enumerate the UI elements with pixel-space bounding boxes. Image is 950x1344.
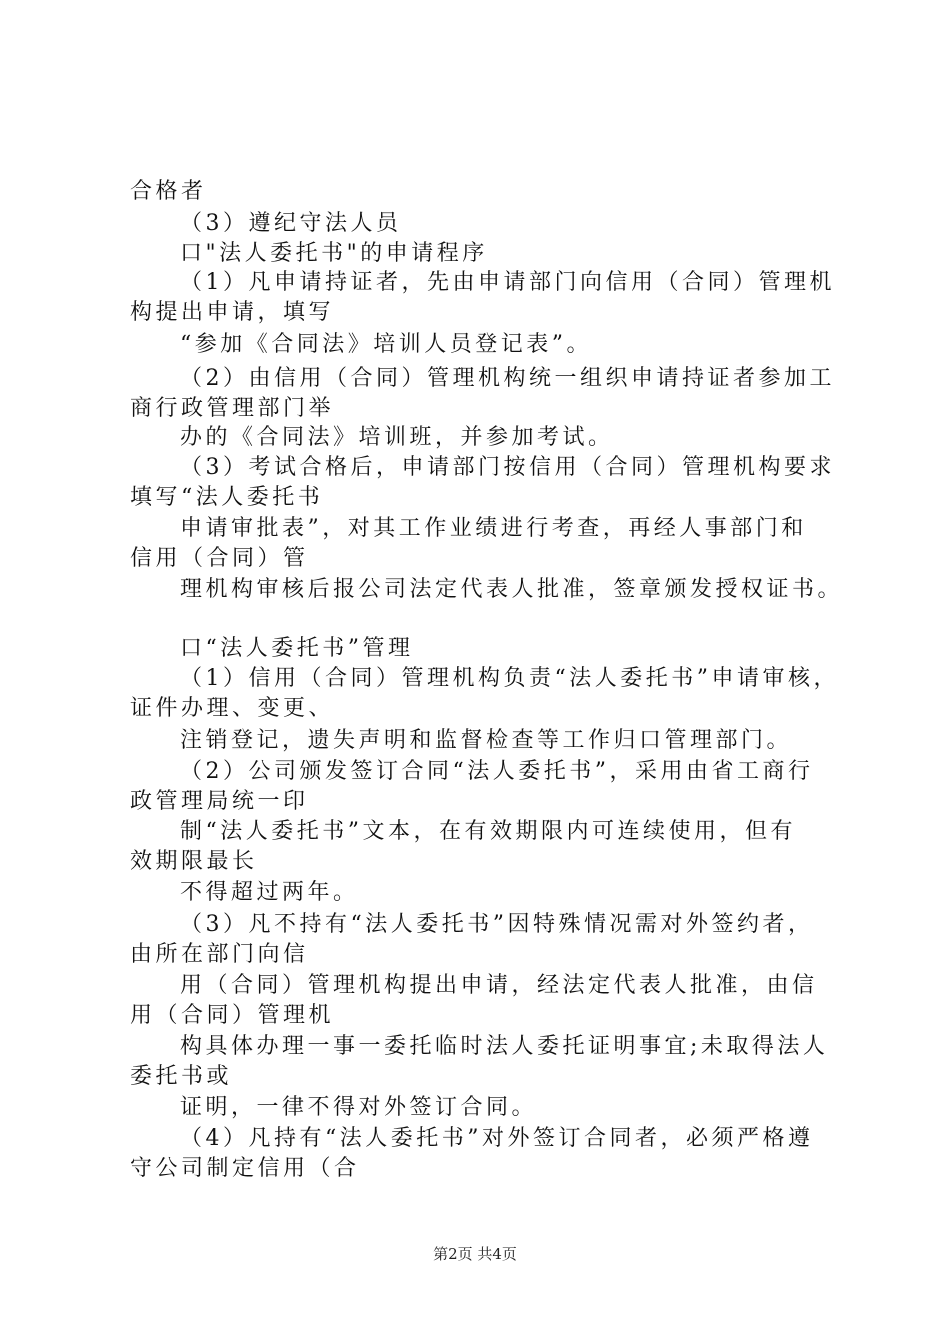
text-line: （1）凡申请持证者，先由申请部门向信用（合同）管理机: [180, 270, 835, 295]
section-heading: 口"法人委托书"的申请程序: [180, 241, 488, 266]
text-line: 办的《合同法》培训班，并参加考试。: [180, 425, 614, 450]
text-line: （2）由信用（合同）管理机构统一组织申请持证者参加工: [180, 366, 835, 391]
text-line: 理机构审核后报公司法定代表人批准，签章颁发授权证书。: [180, 577, 844, 602]
text-line: 委托书或: [130, 1064, 233, 1089]
text-line: 不得超过两年。: [180, 880, 359, 905]
text-line: （3）考试合格后，申请部门按信用（合同）管理机构要求: [180, 455, 835, 480]
text-line: “参加《合同法》培训人员登记表”。: [180, 332, 592, 357]
text-line: （2）公司颁发签订合同“法人委托书”，采用由省工商行: [180, 759, 814, 784]
text-line: 制“法人委托书”文本，在有效期限内可连续使用，但有: [180, 819, 796, 844]
text-line: （1）信用（合同）管理机构负责“法人委托书”申请审核，: [180, 666, 839, 691]
section-heading: 口“法人委托书”管理: [180, 636, 414, 661]
text-line: （4）凡持有“法人委托书”对外签订合同者，必须严格遵: [180, 1126, 814, 1151]
text-line: 注销登记，遗失声明和监督检查等工作归口管理部门。: [180, 728, 793, 753]
text-line: 由所在部门向信: [130, 942, 309, 967]
text-line: 构具体办理一事一委托临时法人委托证明事宜;未取得法人: [180, 1034, 829, 1059]
text-line: 信用（合同）管: [130, 546, 309, 571]
text-line: 守公司制定信用（合: [130, 1156, 360, 1181]
text-line: 构提出申请，填写: [130, 300, 335, 325]
text-line: 申请审批表”，对其工作业绩进行考查，再经人事部门和: [180, 516, 807, 541]
text-line: 证明，一律不得对外签订合同。: [180, 1095, 538, 1120]
text-line: 合格者: [130, 179, 207, 204]
text-line: 填写“法人委托书: [130, 485, 324, 510]
text-line: 商行政管理部门举: [130, 396, 335, 421]
text-line: 用（合同）管理机构提出申请，经法定代表人批准，由信: [180, 973, 818, 998]
text-line: 效期限最长: [130, 849, 258, 874]
text-line: （3）凡不持有“法人委托书”因特殊情况需对外签约者，: [180, 912, 814, 937]
text-line: 政管理局统一印: [130, 789, 309, 814]
text-line: （3）遵纪守法人员: [180, 211, 402, 236]
page-footer: 第2页 共4页: [433, 1245, 517, 1263]
text-line: 证件办理、变更、: [130, 696, 335, 721]
text-line: 用（合同）管理机: [130, 1003, 335, 1028]
